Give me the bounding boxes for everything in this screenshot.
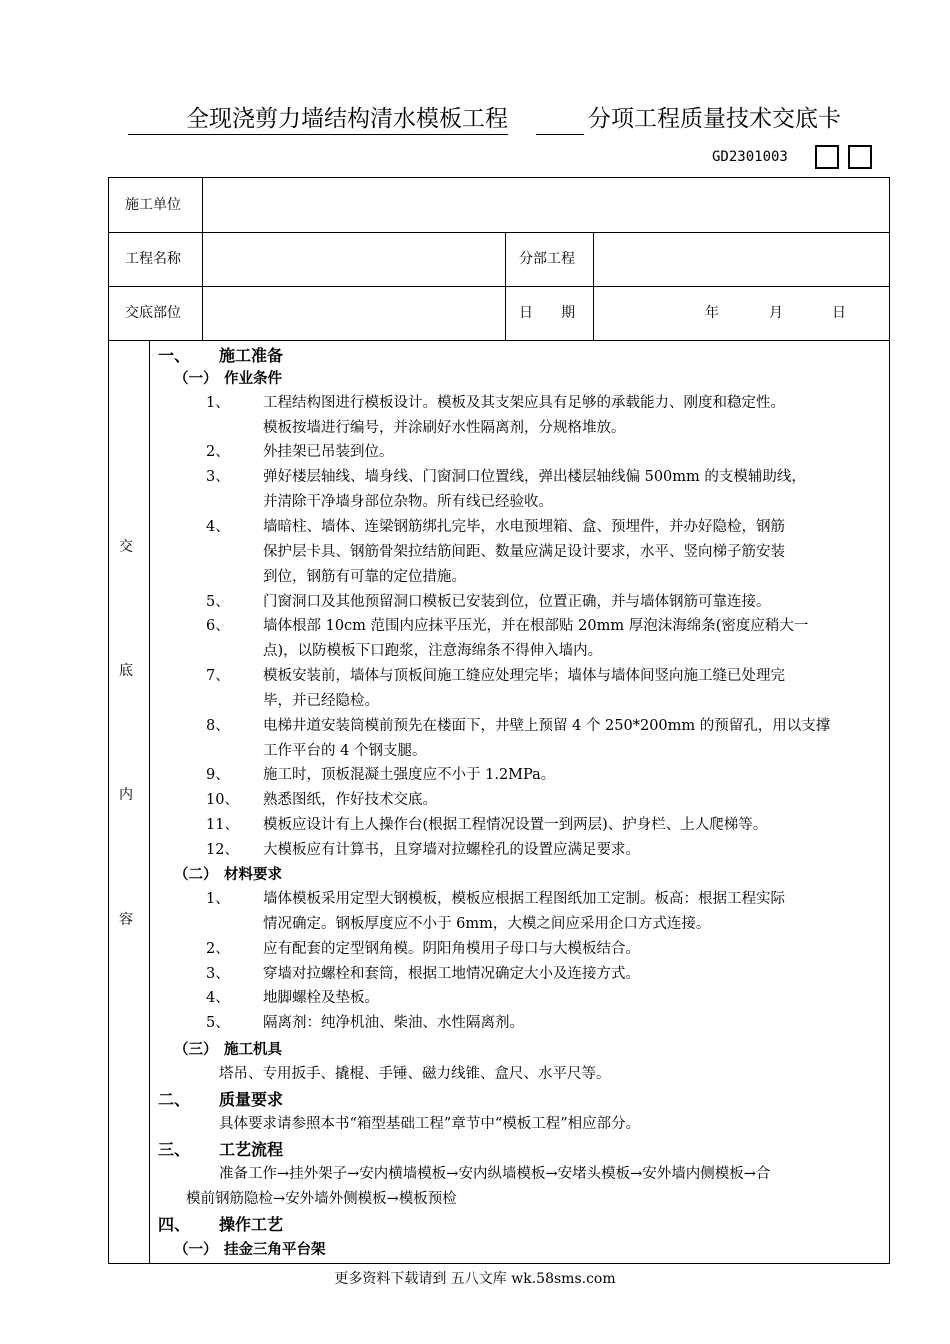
item-number: 3、: [206, 469, 230, 485]
item-number: 2、: [206, 444, 230, 460]
document-code: GD2301003: [712, 149, 788, 165]
item-text: 墙体模板采用定型大钢模板，模板应根据工程图纸加工定制。板高：根据工程实际: [263, 891, 785, 907]
item-text: 隔离剂：纯净机油、柴油、水性隔离剂。: [263, 1015, 524, 1031]
item-number: 2、: [206, 941, 230, 957]
item-text: 并清除干净墙身部位杂物。所有线已经验收。: [263, 494, 553, 510]
item-text: 保护层卡具、钢筋骨架拉结筋间距、数量应满足设计要求，水平、竖向梯子筋安装: [263, 544, 785, 560]
row-divider: [109, 286, 889, 287]
item-text: 墙体根部 10cm 范围内应抹平压光，并在根部贴 20mm 厚泡沫海绵条(密度应稍大一: [263, 618, 809, 634]
section-number: 二、: [158, 1090, 191, 1109]
section-number: 四、: [158, 1215, 191, 1234]
item-text: 到位，钢筋有可靠的定位措施。: [263, 569, 466, 585]
section-heading: 施工准备: [219, 346, 284, 365]
quality-text: 具体要求请参照本书“箱型基础工程”章节中“模板工程”相应部分。: [219, 1116, 641, 1132]
middle-column-divider: [593, 232, 594, 340]
item-number: 6、: [206, 618, 230, 634]
item-number: 4、: [206, 519, 230, 535]
item-text: 弹好楼层轴线、墙身线、门窗洞口位置线，弹出楼层轴线偏 500mm 的支模辅助线，: [263, 469, 806, 485]
item-number: 9、: [206, 767, 230, 783]
item-number: 11、: [206, 817, 239, 833]
date-day: 日: [832, 305, 846, 321]
item-text: 墙暗柱、墙体、连梁钢筋绑扎完毕，水电预埋箱、盒、预埋件，并办好隐检，钢筋: [263, 519, 785, 535]
subsection-heading: 材料要求: [224, 866, 282, 883]
item-text: 大模板应有计算书，且穿墙对拉螺栓孔的设置应满足要求。: [263, 842, 640, 858]
item-text: 熟悉图纸，作好技术交底。: [263, 792, 437, 808]
row-divider: [109, 232, 889, 233]
item-text: 工程结构图进行模板设计。模板及其支架应具有足够的承载能力、刚度和稳定性。: [263, 395, 785, 411]
side-label-char: 内: [119, 787, 133, 803]
flow-text: 模前钢筋隐检→安外墙外侧模板→模板预检: [186, 1191, 457, 1207]
title-project-name: 全现浇剪力墙结构清水模板工程: [186, 104, 508, 135]
checkbox-2[interactable]: [848, 145, 872, 169]
item-text: 穿墙对拉螺栓和套筒，根据工地情况确定大小及连接方式。: [263, 966, 640, 982]
item-number: 4、: [206, 990, 230, 1006]
item-text: 模板按墙进行编号，并涂刷好水性隔离剂，分规格堆放。: [263, 420, 626, 436]
side-label-char: 底: [119, 663, 133, 679]
footer-link-text[interactable]: 更多资料下载请到 五八文库 wk.58sms.com: [334, 1271, 616, 1287]
section-heading: 工艺流程: [219, 1140, 284, 1159]
item-number: 1、: [206, 891, 230, 907]
item-text: 毕，并已经隐检。: [263, 693, 379, 709]
item-text: 应有配套的定型钢角模。阴阳角模用子母口与大模板结合。: [263, 941, 640, 957]
item-number: 12、: [206, 842, 239, 858]
item-number: 5、: [206, 594, 230, 610]
subsection-number: （二）: [174, 866, 218, 883]
subsection-heading: 作业条件: [224, 370, 282, 387]
subsection-heading: 挂金三角平台架: [224, 1241, 326, 1258]
document-title: [128, 104, 878, 138]
item-text: 电梯井道安装筒模前预先在楼面下，井壁上预留 4 个 250*200mm 的预留孔，用以支撑: [263, 718, 831, 734]
item-text: 施工时，顶板混凝土强度应不小于 1.2MPa。: [263, 767, 556, 783]
item-text: 情况确定。钢板厚度应不小于 6mm，大模之间应采用企口方式连接。: [263, 916, 711, 932]
date-year: 年: [705, 305, 719, 321]
item-text: 外挂架已吊装到位。: [263, 444, 394, 460]
tools-text: 塔吊、专用扳手、撬棍、手锤、磁力线锥、盒尺、水平尺等。: [219, 1066, 611, 1082]
title-underline-right: [536, 104, 584, 135]
sub-project-label: 分部工程: [519, 251, 575, 267]
item-text: 模板安装前，墙体与顶板间施工缝应处理完毕；墙体与墙体间竖向施工缝已处理完: [263, 668, 785, 684]
item-number: 10、: [206, 792, 239, 808]
item-number: 5、: [206, 1015, 230, 1031]
flow-text: 准备工作→挂外架子→安内横墙模板→安内纵墙模板→安堵头模板→安外墙内侧模板→合: [219, 1166, 771, 1182]
item-number: 3、: [206, 966, 230, 982]
item-number: 1、: [206, 395, 230, 411]
item-number: 7、: [206, 668, 230, 684]
item-text: 工作平台的 4 个钢支腿。: [263, 743, 427, 759]
section-number: 三、: [158, 1140, 191, 1159]
handover-part-label: 交底部位: [125, 305, 181, 321]
section-heading: 操作工艺: [219, 1215, 284, 1234]
middle-column-divider: [505, 232, 506, 340]
subsection-number: （一）: [174, 1241, 218, 1258]
title-underline-left: [128, 104, 188, 135]
item-number: 8、: [206, 718, 230, 734]
side-label-char: 交: [119, 539, 133, 555]
construction-unit-label: 施工单位: [125, 197, 181, 213]
item-text: 模板应设计有上人操作台(根据工程情况设置一到两层)、护身栏、上人爬梯等。: [263, 817, 768, 833]
item-text: 门窗洞口及其他预留洞口模板已安装到位，位置正确，并与墙体钢筋可靠连接。: [263, 594, 771, 610]
date-label: 日 期: [519, 305, 575, 321]
section-heading: 质量要求: [219, 1090, 284, 1109]
label-column-divider: [202, 178, 203, 340]
subsection-number: （一）: [174, 370, 218, 387]
title-suffix: 分项工程质量技术交底卡: [588, 106, 841, 132]
section-number: 一、: [158, 346, 191, 365]
checkbox-1[interactable]: [815, 145, 839, 169]
side-column-divider: [149, 340, 150, 1263]
item-text: 地脚螺栓及垫板。: [263, 990, 379, 1006]
project-name-label: 工程名称: [125, 251, 181, 267]
row-divider: [109, 340, 889, 341]
subsection-number: （三）: [174, 1041, 218, 1058]
item-text: 点)，以防模板下口跑浆，注意海绵条不得伸入墙内。: [263, 643, 603, 659]
side-label-char: 容: [119, 912, 133, 928]
date-month: 月: [769, 305, 783, 321]
subsection-heading: 施工机具: [224, 1041, 282, 1058]
